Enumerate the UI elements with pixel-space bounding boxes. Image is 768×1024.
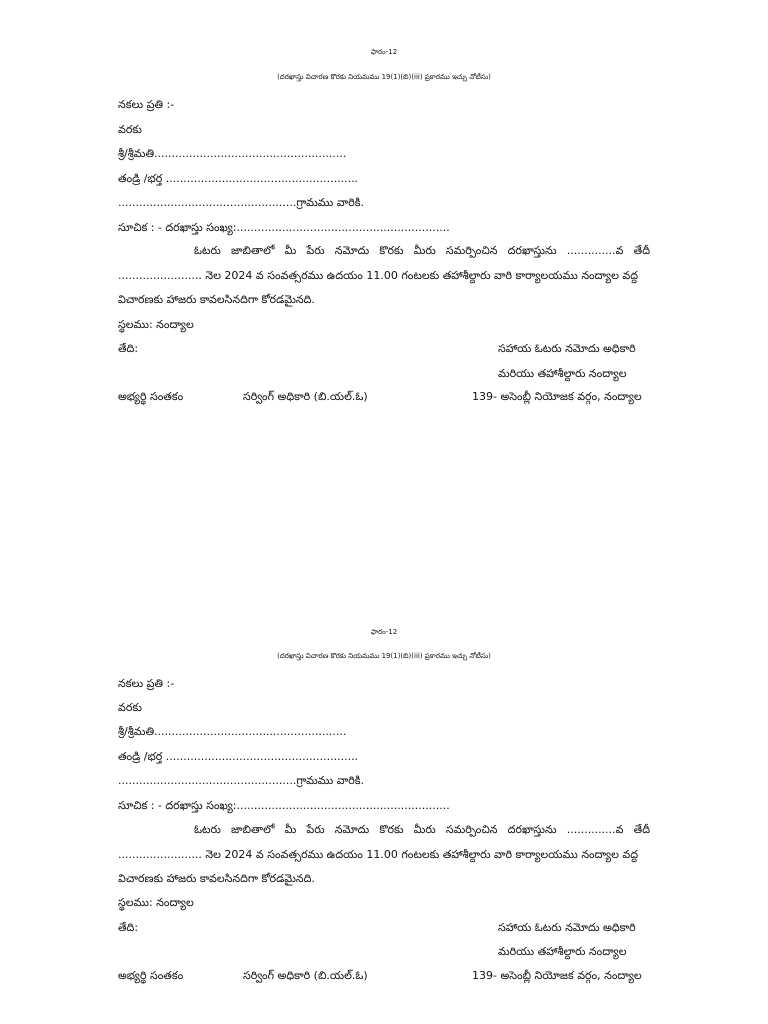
officer-title-line-1: సహాయ ఓటరు నమోదు అధికారి [498, 342, 636, 355]
form-subtitle: (దరఖాస్తు విచారణ కొరకు నియమము 19(1)(బి)(iii) ప్రకారము ఇచ్చు నోటీసు) [277, 652, 491, 660]
officer-title-line-2: మరియు తహాశీల్దారు నంద్యాల [498, 945, 627, 958]
to-label: వరకు [118, 701, 142, 714]
reference-line: సూచిక : - దరఖాస్తు సంఖ్య:............................................................. [118, 799, 450, 812]
date-label: తేది: [118, 921, 139, 934]
officer-title-line-1: సహాయ ఓటరు నమోదు అధికారి [498, 921, 636, 934]
reference-line: సూచిక : - దరఖాస్తు సంఖ్య:............................................................. [118, 221, 450, 234]
form-subtitle: (దరఖాస్తు విచారణ కొరకు నియమము 19(1)(బి)(iii) ప్రకారము ఇచ్చు నోటీసు) [277, 73, 491, 81]
name-field-line: శ్రీ/శ్రీమతి....................................................... [118, 147, 347, 160]
relation-field-line: తండ్రి /భర్త ....................................................... [118, 172, 359, 185]
serving-officer-label: సర్వింగ్ అధికారి (బి.యల్.ఓ) [243, 969, 368, 982]
constituency-label: 139- అసెంబ్లీ నియోజక వర్గం, నంద్యాల [472, 390, 642, 403]
form-title: ఫారం-12 [370, 628, 398, 636]
to-label: వరకు [118, 123, 142, 136]
copy-to-label: నకలు ప్రతి :- [118, 677, 175, 690]
applicant-signature-label: అభ్యర్థి సంతకం [118, 390, 184, 403]
paragraph-line-2: ........................ నెల 2024 వ సంవత్సరము ఉదయం 11.00 గంటలకు తహాశీల్దారు వారి కార్యాలయము నంద్యాల వద్ద [118, 269, 638, 282]
village-field-line: ...................................................గ్రామము వారికి. [118, 196, 364, 209]
place-label: స్థలము: నంద్యాల [118, 896, 194, 909]
officer-title-line-2: మరియు తహాశీల్దారు నంద్యాల [498, 367, 627, 380]
applicant-signature-label: అభ్యర్థి సంతకం [118, 969, 184, 982]
relation-field-line: తండ్రి /భర్త ....................................................... [118, 750, 359, 763]
constituency-label: 139- అసెంబ్లీ నియోజక వర్గం, నంద్యాల [472, 969, 642, 982]
date-label: తేది: [118, 342, 139, 355]
serving-officer-label: సర్వింగ్ అధికారి (బి.యల్.ఓ) [243, 390, 368, 403]
paragraph-line-2: ........................ నెల 2024 వ సంవత్సరము ఉదయం 11.00 గంటలకు తహాశీల్దారు వారి కార్యాలయము నంద్యాల వద్ద [118, 848, 638, 861]
paragraph-line-1: ఓటరు జాబితాలో మీ పేరు నమోదు కొరకు మీరు సమర్పించిన దరఖాస్తును ..............వ తేదీ [194, 244, 650, 257]
copy-to-label: నకలు ప్రతి :- [118, 98, 175, 111]
paragraph-line-3: విచారణకు హాజరు కావలసినదిగా కోరడమైనది. [118, 293, 315, 306]
name-field-line: శ్రీ/శ్రీమతి....................................................... [118, 725, 347, 738]
paragraph-line-3: విచారణకు హాజరు కావలసినదిగా కోరడమైనది. [118, 872, 315, 885]
form-title: ఫారం-12 [370, 48, 398, 56]
place-label: స్థలము: నంద్యాల [118, 318, 194, 331]
village-field-line: ...................................................గ్రామము వారికి. [118, 774, 364, 787]
paragraph-line-1: ఓటరు జాబితాలో మీ పేరు నమోదు కొరకు మీరు సమర్పించిన దరఖాస్తును ..............వ తేదీ [194, 823, 650, 836]
